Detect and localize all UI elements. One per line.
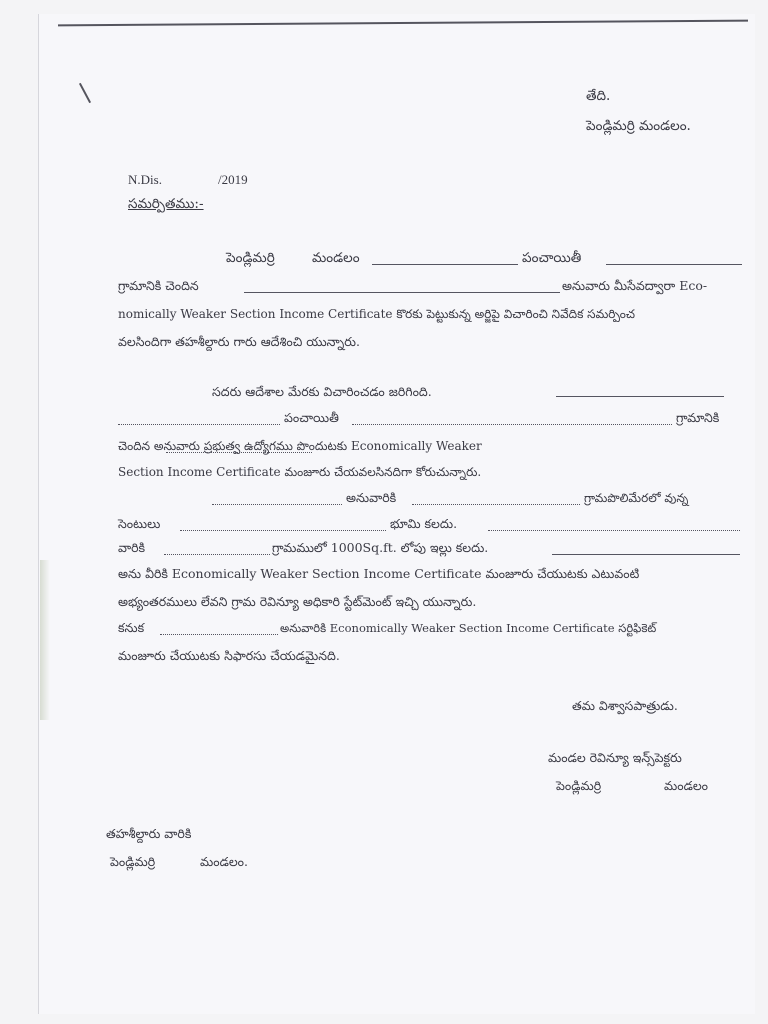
closing-designation: మండల రెవిన్యూ ఇన్స్‌పెక్టరు [548, 750, 682, 765]
p2-village: గ్రామానికి [676, 410, 720, 425]
dotted-blank [352, 424, 672, 425]
dotted-blank [164, 554, 270, 555]
p2-line1: సదరు ఆదేశాల మేరకు విచారించడం జరిగింది. [212, 384, 432, 399]
paper-stain [40, 560, 50, 720]
ndis-year: /2019 [218, 172, 248, 187]
p2-village-boundary: గ్రామపొలిమేరలో వున్న [584, 491, 689, 505]
addressee-mandal-name: పెండ్లిమర్రి [110, 854, 156, 869]
closing-mandal-name: పెండ్లిమర్రి [556, 778, 602, 793]
p2-to-them: వారికి [118, 540, 146, 555]
p2-line8: అను వీరికి Economically Weaker Section Income Certificate మంజూరు చేయుటకు ఎటువంటి [118, 566, 640, 581]
dotted-blank [488, 530, 740, 531]
dotted-blank [166, 452, 312, 453]
p1-line3: nomically Weaker Section Income Certificate కొరకు పెట్టుకున్న అర్జిపై విచారించి నివేదిక సమర్పించ [118, 307, 635, 321]
p1-line4: వలసిందిగా తహశీల్దారు గారు ఆదేశించి యున్నారు. [118, 334, 360, 349]
p1-village: గ్రామానికి చెందిన [118, 278, 199, 293]
p2-line3: చెందిన అనువారు ప్రభుత్వ ఉద్యోగము పొందుటకు Economically Weaker [118, 439, 482, 453]
p2-land: భూమి కలదు. [390, 516, 458, 531]
blank-line [244, 292, 560, 293]
subject-label: సమర్పితము:- [128, 196, 204, 212]
blank-line [606, 264, 742, 265]
p2-line4: Section Income Certificate మంజూరు చేయవలసినదిగా కోరుచున్నారు. [118, 465, 482, 479]
dotted-blank [212, 504, 342, 505]
p2-line9: అభ్యంతరములు లేవని గ్రామ రెవిన్యూ అధికారి స్టేట్‌మెంట్ ఇచ్చి యున్నారు. [118, 594, 477, 609]
date-label: తేది. [586, 88, 611, 104]
addressee-mandal-word: మండలం. [200, 854, 248, 869]
mandal-office: పెండ్లిమర్రి మండలం. [586, 118, 691, 134]
p2-line11: మంజూరు చేయుటకు సిఫారసు చేయడమైనది. [118, 648, 340, 663]
closing-mandal-word: మండలం [664, 778, 709, 793]
dotted-blank [180, 530, 386, 531]
dotted-blank [412, 504, 580, 505]
p2-panchayat: పంచాయితీ [284, 410, 339, 425]
p2-house: గ్రామములో 1000Sq.ft. లోపు ఇల్లు కలదు. [272, 540, 489, 555]
p1-panchayat: పంచాయితీ [522, 250, 582, 266]
blank-line [372, 264, 518, 265]
p2-hence: కనుక [118, 620, 145, 635]
p1-mandal-name: పెండ్లిమర్రి [226, 250, 275, 266]
addressee-line1: తహశీల్దారు వారికి [106, 826, 192, 841]
dotted-blank [160, 634, 278, 635]
p2-applicant: అనువారికి [346, 490, 397, 505]
dotted-blank [118, 424, 280, 425]
ndis-label: N.Dis. [128, 172, 162, 187]
blank-line [556, 396, 724, 397]
blank-line [552, 554, 740, 555]
p1-mandal-word: మండలం [312, 250, 360, 266]
closing-yours: తమ విశ్వాసపాత్రుడు. [572, 698, 678, 713]
p1-applicant: అనువారు మీసేవద్వారా Eco- [562, 278, 708, 293]
p2-line10: అనువారికి Economically Weaker Section Income Certificate సర్టిఫికెట్ [280, 621, 657, 635]
p2-cents: సెంటులు [118, 516, 161, 531]
